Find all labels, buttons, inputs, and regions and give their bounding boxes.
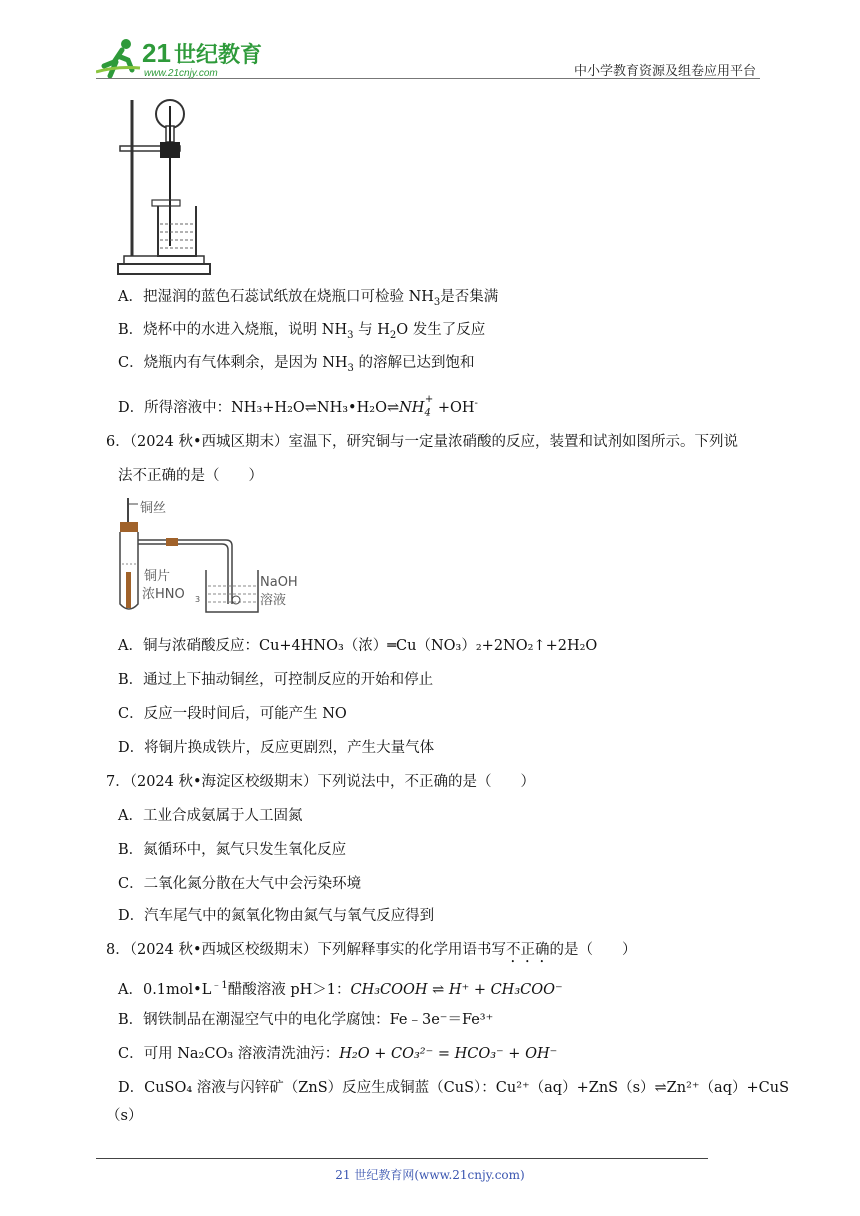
q7-stem: 7．（2024 秋•海淀区校级期末）下列说法中，不正确的是（ ）: [106, 774, 536, 790]
q5-option-c: C．烧瓶内有气体剩余，是因为 $NH_3$ 的溶解已达到饱和: [118, 355, 475, 374]
label-solution: 溶液: [260, 593, 287, 608]
label-copper-wire: 铜丝: [140, 501, 167, 516]
fountain-apparatus-figure: [112, 96, 216, 276]
header-platform-text: 中小学教育资源及组卷应用平台: [573, 64, 756, 79]
q7-option-c: C．二氧化氮分散在大气中会污染环境: [118, 876, 362, 892]
footer-text[interactable]: 21 世纪教育网(www.21cnjy.com): [335, 1168, 525, 1182]
q6-stem-line1: 6．（2024 秋•西城区期末）室温下，研究铜与一定量浓硝酸的反应，装置和试剂如图所示。下列说: [106, 434, 739, 450]
header-divider: [96, 78, 760, 79]
q6-option-d: D．将铜片换成铁片，反应更剧烈，产生大量气体: [118, 740, 435, 756]
site-logo: [96, 32, 266, 82]
q8-option-c: C．可用 Na₂CO₃ 溶液清洗油污：H₂O + CO₃²⁻ = HCO₃⁻ + OH⁻: [118, 1046, 558, 1062]
emphasized-text: 不正确: [506, 942, 550, 958]
brand-number: 21: [142, 38, 171, 68]
label-conc-hno3: 浓HNO: [142, 587, 185, 602]
footer-divider: [96, 1158, 708, 1159]
q8-option-b: B．钢铁制品在潮湿空气中的电化学腐蚀：Fe﹣3e⁻＝Fe³⁺: [118, 1012, 494, 1028]
copper-nitric-acid-figure: [108, 494, 308, 616]
brand-name: 世纪教育: [174, 43, 263, 68]
q7-option-b: B．氮循环中，氮气只发生氧化反应: [118, 842, 347, 858]
q5-option-d: D．所得溶液中：$NH_3+H_2O\rightleftharpoons NH_3•H_2O\rightleftharpoons NH_4^+ +OH^-$: [118, 394, 478, 419]
label-copper-piece: 铜片: [144, 569, 171, 584]
q8-option-d-cont: （s）: [106, 1108, 143, 1124]
q5-option-b: B．烧杯中的水进入烧瓶，说明 $NH_3$ 与 $H_2O$ 发生了反应: [118, 322, 486, 341]
q5-option-a: A．把湿润的蓝色石蕊试纸放在烧瓶口可检验 $NH_3$是否集满: [118, 289, 499, 308]
running-man-icon: [96, 39, 140, 76]
q8-option-a: A．$0.1mol•L^{﹣1}$醋酸溶液 pH＞1：CH₃COOH ⇌ H⁺ + CH₃COO⁻: [118, 980, 563, 998]
q6-option-c: C．反应一段时间后，可能产生 NO: [118, 706, 347, 722]
q7-option-d: D．汽车尾气中的氮氧化物由氮气与氧气反应得到: [118, 908, 435, 924]
q6-option-b: B．通过上下抽动铜丝，可控制反应的开始和停止: [118, 672, 434, 688]
q8-option-d: D．CuSO₄ 溶液与闪锌矿（ZnS）反应生成铜蓝（CuS）：Cu²⁺（aq）+ZnS（s）⇌Zn²⁺（aq）+CuS: [118, 1080, 789, 1096]
label-naoh: NaOH: [260, 575, 298, 590]
q7-option-a: A．工业合成氨属于人工固氮: [118, 808, 303, 824]
q8-stem: 8．（2024 秋•西城区校级期末）下列解释事实的化学用语书写不正确的是（ ）: [106, 942, 637, 958]
q6-stem-line2: 法不正确的是（ ）: [118, 468, 263, 484]
svg-text:3: 3: [195, 595, 201, 604]
q6-option-a: A．铜与浓硝酸反应：Cu+4HNO₃（浓）═Cu（NO₃）₂+2NO₂↑+2H₂O: [118, 638, 598, 654]
brand-url: www.21cnjy.com: [144, 68, 218, 79]
